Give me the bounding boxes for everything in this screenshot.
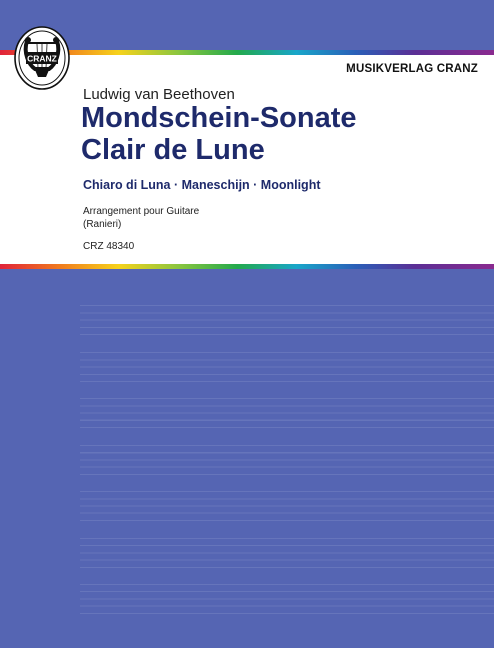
- staff: [80, 398, 494, 428]
- staff: [80, 445, 494, 475]
- arrangement-line-1: Arrangement pour Guitare: [83, 206, 200, 217]
- staff: [80, 584, 494, 614]
- rainbow-stripe-top: [0, 50, 494, 55]
- staff: [80, 305, 494, 335]
- cranz-lyre-logo: [13, 19, 71, 91]
- composer-name: Ludwig van Beethoven: [83, 86, 235, 103]
- rainbow-stripe-bottom: [0, 264, 494, 269]
- title-line-2: Clair de Lune: [81, 134, 265, 166]
- staff: [80, 491, 494, 521]
- title-line-1: Mondschein-Sonate: [81, 102, 357, 134]
- subtitle: Chiaro di Luna · Maneschijn · Moonlight: [83, 178, 321, 192]
- logo-text: CRANZ: [27, 53, 57, 64]
- staff: [80, 352, 494, 382]
- catalog-number: CRZ 48340: [83, 241, 135, 252]
- staff: [80, 538, 494, 568]
- publisher-name: MUSIKVERLAG CRANZ: [346, 63, 478, 75]
- arrangement-line-2: (Ranieri): [83, 219, 122, 230]
- staff-lines-background: [80, 305, 494, 631]
